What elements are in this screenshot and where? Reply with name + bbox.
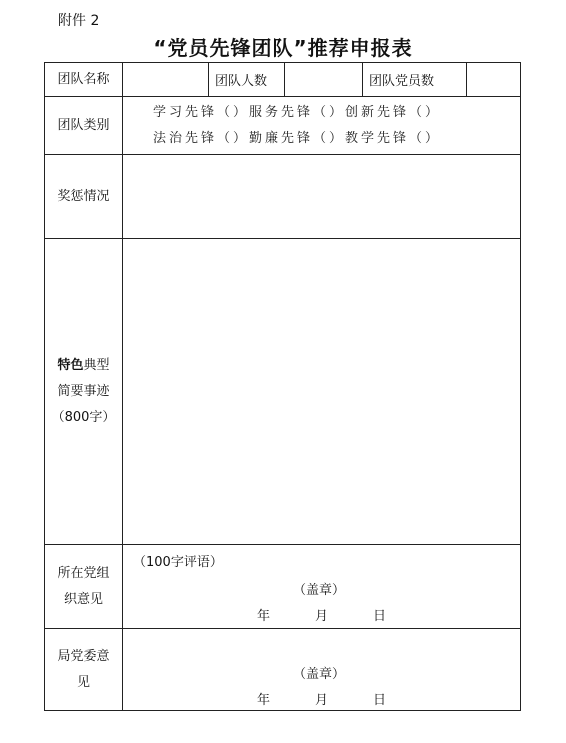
attachment-number: 附件 2 [58,13,100,29]
typical-label-rest: 典型 [83,357,110,373]
bureau-opinion-field[interactable] [123,629,521,711]
application-form-table [44,62,521,711]
bureau-date-month: 月 [315,693,329,708]
typical-label-line-3: （800字） [51,409,116,425]
party-members-label: 团队党员数 [363,63,467,97]
category-label: 团队类别 [45,97,123,155]
row-category [45,97,521,155]
branch-opinion-note: （100字评语） [133,555,223,570]
awards-field[interactable] [123,155,521,239]
bureau-seal: （盖章） [293,667,346,682]
bureau-label-line-2: 见 [76,674,90,690]
row-awards [45,155,521,239]
team-name-label: 团队名称 [45,63,123,97]
typical-label-bold: 特色 [57,357,84,373]
category-options-line-2: 法治先锋（）勤廉先锋（）教学先锋（） [153,130,442,146]
branch-date-month: 月 [315,609,329,624]
bureau-opinion-label [45,629,123,711]
bureau-date-year: 年 [257,693,271,708]
form-title: “党员先锋团队”推荐申报表 [153,36,413,60]
row-bureau-opinion [45,629,521,711]
branch-date-year: 年 [257,609,271,624]
branch-date-day: 日 [373,609,387,624]
branch-label-line-2: 织意见 [63,591,103,607]
typical-deeds-label [45,239,123,545]
bureau-date [257,689,386,708]
branch-opinion-label [45,545,123,629]
team-name-field[interactable] [123,63,209,97]
row-team-info [45,63,521,97]
category-field[interactable] [123,97,521,155]
awards-label: 奖惩情况 [45,155,123,239]
row-typical-deeds [45,239,521,545]
branch-seal: （盖章） [293,583,346,598]
category-options-line-1: 学习先锋（）服务先锋（）创新先锋（） [153,104,442,120]
party-members-field[interactable] [467,63,521,97]
team-size-label: 团队人数 [209,63,285,97]
branch-label-line-1: 所在党组 [57,565,110,581]
row-branch-opinion [45,545,521,629]
branch-date [257,605,386,624]
team-size-field[interactable] [285,63,363,97]
typical-label-line-2: 简要事迹 [57,383,110,399]
bureau-date-day: 日 [373,693,387,708]
typical-deeds-field[interactable] [123,239,521,545]
branch-opinion-field[interactable] [123,545,521,629]
bureau-label-line-1: 局党委意 [57,648,110,664]
